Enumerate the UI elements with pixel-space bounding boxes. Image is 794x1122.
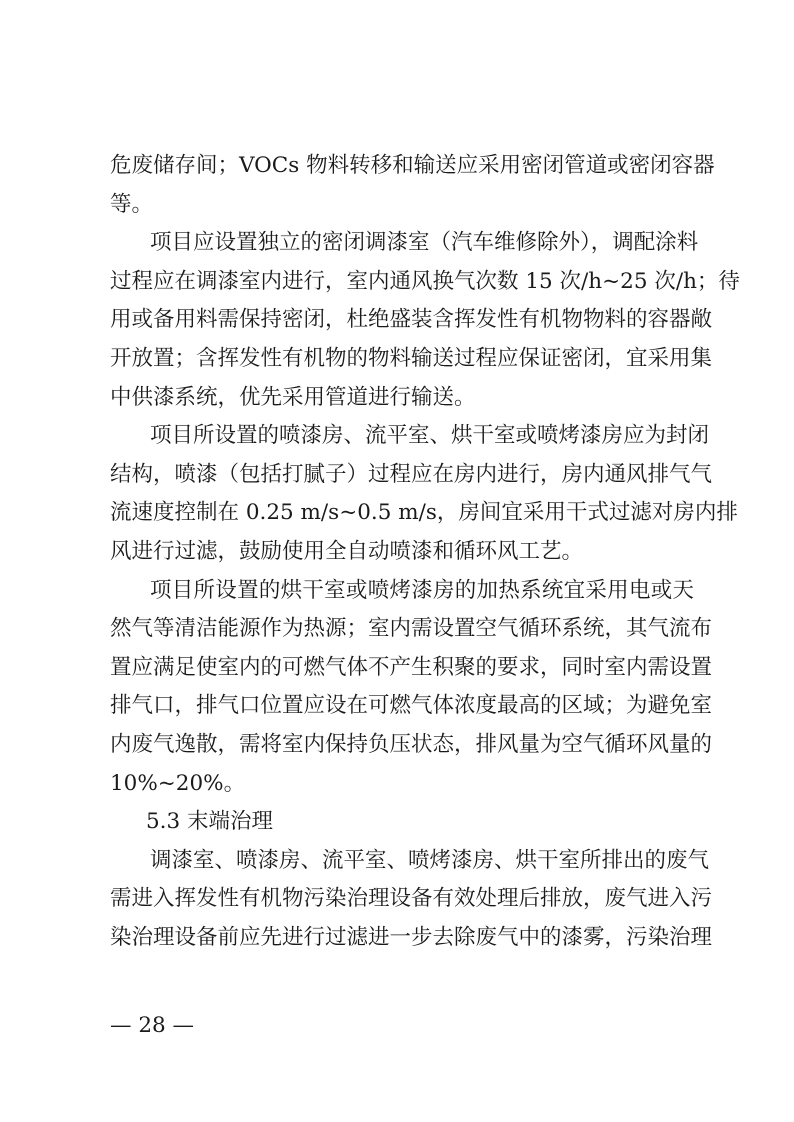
text-line: 过程应在调漆室内进行，室内通风换气次数 15 次/h~25 次/h；待 — [110, 268, 740, 294]
text-line: 结构，喷漆（包括打腻子）过程应在房内进行，房内通风排气气 — [110, 461, 713, 487]
text-line: 排气口，排气口位置应设在可燃气体浓度最高的区域；为避免室 — [110, 693, 713, 719]
page-number: — 28 — — [110, 1013, 195, 1038]
text-line: 流速度控制在 0.25 m/s~0.5 m/s，房间宜采用干式过滤对房内排 — [110, 500, 738, 526]
text-line: 中供漆系统，优先采用管道进行输送。 — [110, 384, 476, 410]
text-line: 风进行过滤，鼓励使用全自动喷漆和循环风工艺。 — [110, 538, 584, 564]
text-line: 调漆室、喷漆房、流平室、喷烤漆房、烘干室所排出的废气 — [150, 847, 710, 873]
text-line: 开放置；含挥发性有机物的物料输送过程应保证密闭，宜采用集 — [110, 345, 713, 371]
section-heading: 5.3 末端治理 — [146, 809, 274, 835]
text-line: 项目所设置的烘干室或喷烤漆房的加热系统宜采用电或天 — [150, 577, 694, 603]
text-line: 染治理设备前应先进行过滤进一步去除废气中的漆雾，污染治理 — [110, 924, 713, 950]
text-line: 项目应设置独立的密闭调漆室（汽车维修除外），调配涂料 — [150, 230, 699, 256]
document-body — [110, 147, 740, 957]
text-line: 10%~20%。 — [110, 770, 246, 796]
text-line: 置应满足使室内的可燃气体不产生积聚的要求，同时室内需设置 — [110, 654, 713, 680]
text-line: 用或备用料需保持密闭，杜绝盛装含挥发性有机物物料的容器敞 — [110, 307, 713, 333]
text-line: 危废储存间；VOCs 物料转移和输送应采用密闭管道或密闭容器 — [110, 153, 715, 178]
text-line: 等。 — [110, 191, 154, 217]
text-line: 内废气逸散，需将室内保持负压状态，排风量为空气循环风量的 — [110, 731, 713, 757]
text-line: 然气等清洁能源作为热源；室内需设置空气循环系统，其气流布 — [110, 616, 713, 642]
text-line: 项目所设置的喷漆房、流平室、烘干室或喷烤漆房应为封闭 — [150, 423, 710, 449]
text-line: 需进入挥发性有机物污染治理设备有效处理后排放，废气进入污 — [110, 886, 713, 912]
